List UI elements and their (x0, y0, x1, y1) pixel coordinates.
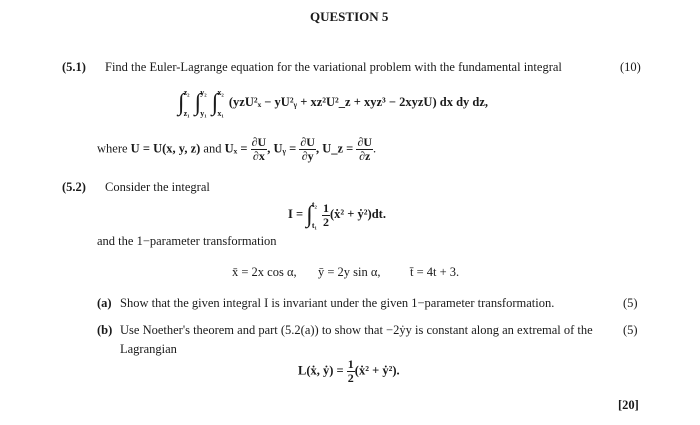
action-integral: I = ∫ t₂ t₁ $\frac{1}{2}$ (ẋ² + ẏ²)dt. (288, 200, 386, 231)
where-word: where (97, 141, 128, 156)
upper-limit: y₂ (200, 88, 207, 98)
where-line: where U = U(x, y, z) and Uₓ = $\frac{\partial U}{\partial x}$ , Uᵧ = $\frac{\partial U}{\partial y}$ , U_z = $\frac{\partial U}{\partial z}$ . (97, 135, 377, 163)
part-a-text: Show that the given integral I is invariant under the given 1−parameter transformation. (120, 296, 555, 310)
upper-limit: x₂ (217, 88, 224, 98)
lower-limit: y₁ (200, 109, 207, 119)
part-a-label: (a) (97, 296, 112, 310)
and-word: and (203, 141, 222, 156)
fundamental-integral (178, 86, 488, 118)
q52-text: Consider the integral (105, 180, 210, 194)
part-b-text: Use Noether's theorem and part (5.2(a)) to show that −2ẏy is constant along an extremal of the (120, 323, 593, 337)
total-marks: [20] (618, 398, 639, 412)
part-a-marks: (5) (623, 296, 638, 310)
integral-sign: ∫ (178, 90, 185, 116)
q51-label: (5.1) (62, 60, 86, 74)
part-b-label: (b) (97, 323, 113, 337)
integrand: (yzU²ₓ − yU²ᵧ + xz²U²_z + xyz³ − 2xyzU) dx dy dz, (228, 95, 489, 109)
frac-y: $\frac{\partial U}{\partial y}$ (300, 135, 315, 163)
q52-label: (5.2) (62, 180, 86, 194)
Uz-label: , U_z = (315, 141, 354, 156)
q51-marks: (10) (620, 60, 641, 74)
integral-sign: ∫ (211, 90, 219, 116)
frac-z: $\frac{\partial U}{\partial z}$ (357, 135, 373, 163)
part-b-text2: Lagrangian (120, 342, 177, 356)
frac-x: $\frac{\partial U}{\partial x}$ (251, 135, 267, 163)
transform-t: t̄ = 4t + 3. (410, 265, 460, 279)
transform-x: x̄ = 2x cos α, (232, 265, 297, 279)
transform-y: ȳ = 2y sin α, (318, 265, 381, 279)
Uy-label: , Uᵧ = (267, 141, 297, 156)
upper-limit: z₂ (183, 88, 190, 98)
part-b-marks: (5) (623, 323, 638, 337)
U-def: U = U(x, y, z) (130, 141, 201, 156)
lagrangian: L(ẋ, ẏ) = $\frac{1}{2}$ (ẋ² + ẏ²). (298, 357, 400, 385)
Ux-label: Uₓ = (224, 141, 248, 156)
integral-sign: ∫ (306, 202, 313, 228)
question-title: QUESTION 5 (310, 9, 389, 24)
transform-text: and the 1−parameter transformation (97, 234, 277, 248)
q51-text: Find the Euler-Lagrange equation for the variational problem with the fundamental integral (105, 60, 562, 74)
lower-limit: x₁ (217, 109, 224, 119)
integral-sign: ∫ (194, 90, 202, 116)
lower-limit: z₁ (183, 109, 190, 119)
